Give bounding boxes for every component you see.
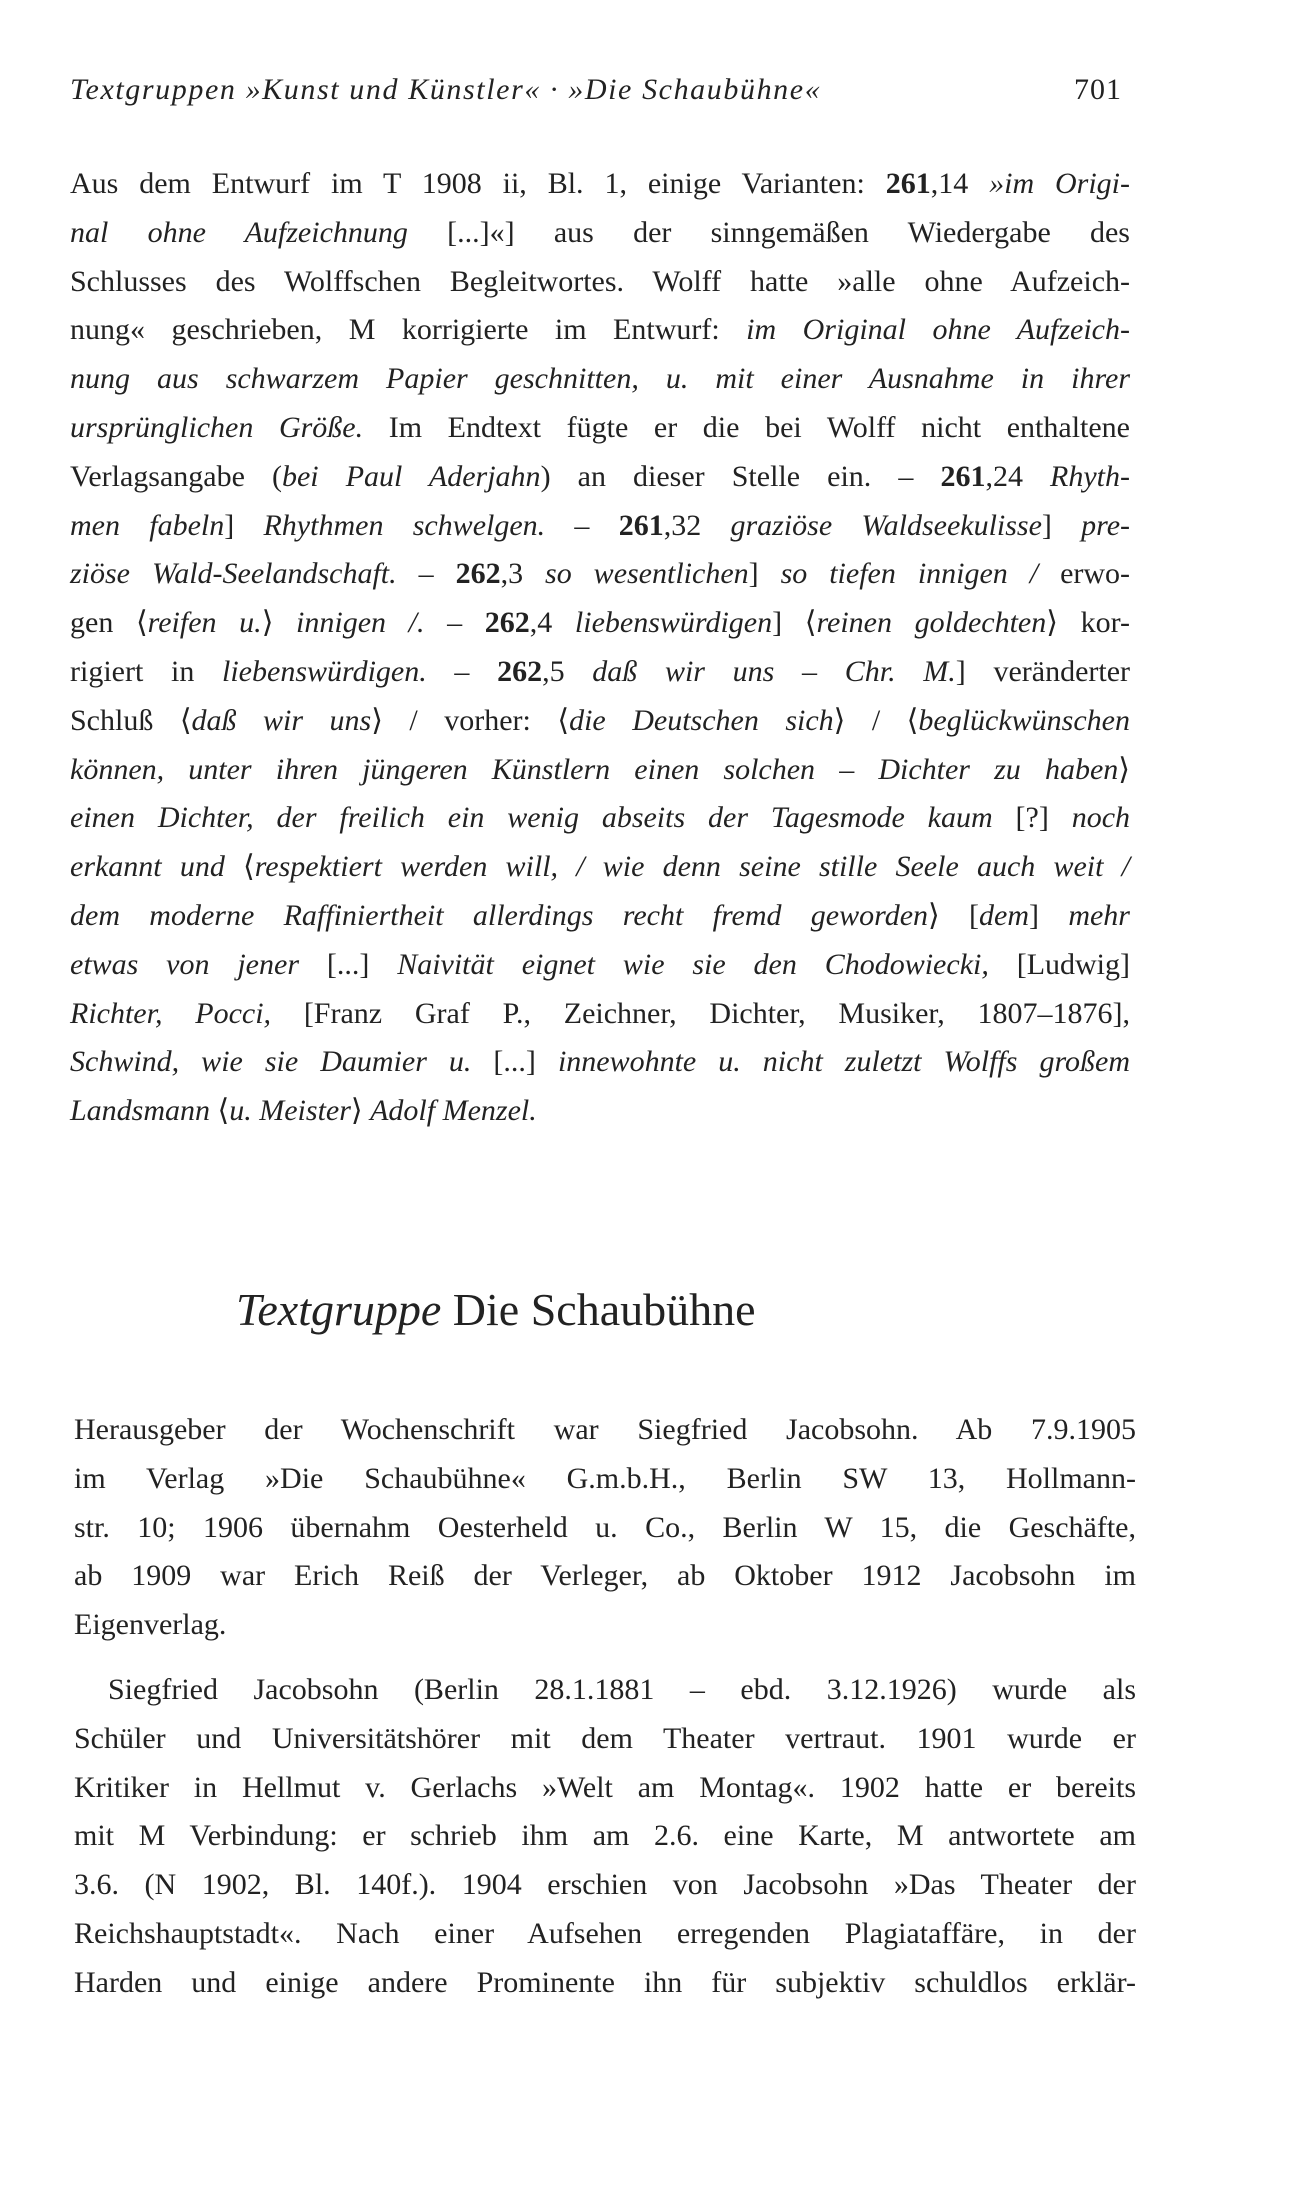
text-run: [...]«] aus der sinngemäßen Wiedergabe des: [447, 215, 1130, 249]
italic-text: graziöse Waldseekulisse: [730, 508, 1042, 542]
italic-text: reinen goldechten: [816, 606, 1047, 640]
commentary-paragraph: [70, 160, 1130, 1136]
text-line: [70, 599, 1130, 648]
italic-text: so tiefen innigen /: [780, 557, 1061, 591]
text-run: [Franz Graf P., Zeichner, Dichter, Musiker, 1807–1876],: [303, 996, 1130, 1030]
italic-text: daß wir uns: [191, 703, 372, 737]
italic-text: Naivität eignet wie sie den Chodowiecki,: [397, 947, 1017, 981]
italic-text: Rhyth-: [1050, 459, 1130, 493]
text-run: ⟩: [350, 1094, 371, 1128]
text-run: Siegfried Jacobsohn (Berlin 28.1.1881 – ebd. 3.12.1926) wurde als: [108, 1672, 1136, 1706]
text-run: ,5: [542, 654, 593, 688]
text-run: ] ⟨: [772, 606, 817, 640]
text-run: Eigenverlag.: [74, 1608, 227, 1642]
line-reference-number: 262: [484, 606, 530, 640]
text-line: [74, 1959, 1136, 2008]
italic-text: men fabeln: [70, 508, 225, 542]
text-run: ]: [1029, 898, 1069, 932]
italic-text: pre-: [1081, 508, 1131, 542]
running-head-title: Textgruppen »Kunst und Künstler« · »Die Schaubühne«: [70, 73, 822, 106]
section-heading: [236, 1280, 756, 1340]
text-line: [74, 1666, 1136, 1715]
text-run: [Ludwig]: [1016, 947, 1131, 981]
text-run: Kritiker in Hellmut v. Gerlachs »Welt am Montag«. 1902 hatte er bereits: [74, 1770, 1136, 1804]
italic-text: etwas von jener: [70, 947, 327, 981]
text-line: [70, 160, 1130, 209]
text-run: –: [454, 654, 498, 688]
text-line: [70, 941, 1130, 990]
text-line: [70, 697, 1130, 746]
italic-text: können, unter ihren jüngeren Künstlern einen solchen – Dichter zu haben: [70, 752, 1119, 786]
page-number: 701: [1074, 73, 1122, 106]
italic-text: einen Dichter, der freilich ein wenig abseits der Tagesmode kaum: [70, 801, 1016, 835]
italic-text: bei Paul Aderjahn: [281, 459, 541, 493]
text-run: ,14: [930, 167, 990, 200]
italic-text: dem moderne Raffiniertheit allerdings recht fremd geworden: [70, 898, 929, 932]
text-line: [74, 1764, 1136, 1813]
text-run: ⟩ / ⟨: [833, 703, 919, 737]
italic-text: Landsmann: [70, 1094, 218, 1128]
section-heading-prefix: Textgruppe: [236, 1284, 442, 1335]
text-line: [70, 843, 1130, 892]
text-run: [?]: [1015, 801, 1072, 835]
italic-text: Richter, Pocci,: [70, 996, 304, 1030]
text-line: [70, 648, 1130, 697]
text-line: [70, 209, 1130, 258]
italic-text: Schwind, wie sie Daumier u.: [70, 1045, 494, 1079]
line-reference-number: 261: [885, 167, 931, 200]
text-run: Harden und einige andere Prominente ihn für subjektiv schuldlos erklär-: [74, 1965, 1136, 1999]
text-run: ⟩: [261, 606, 297, 640]
text-run: ,4: [529, 606, 575, 640]
text-line: [74, 1504, 1136, 1553]
text-line: [70, 258, 1130, 307]
italic-text: so wesentlichen: [545, 557, 749, 591]
text-run: ] veränderter: [955, 654, 1131, 688]
italic-text: mehr: [1068, 898, 1130, 932]
italic-text: nal ohne Aufzeichnung: [70, 215, 448, 249]
text-line: [70, 990, 1130, 1039]
text-run: ) an dieser Stelle ein. –: [540, 459, 941, 493]
text-run: Im Endtext fügte er die bei Wolff nicht enthaltene: [388, 410, 1131, 444]
text-line: [70, 306, 1130, 355]
italic-text: innewohnte u. nicht zuletzt Wolffs großem: [557, 1045, 1130, 1079]
text-line: [70, 1038, 1130, 1087]
section-heading-title: Die Schaubühne: [452, 1284, 756, 1335]
text-run: ⟩ kor-: [1046, 606, 1130, 640]
section-body: [74, 1406, 1136, 2008]
text-line: [70, 355, 1130, 404]
italic-text: respektiert werden will, / wie denn seine stille Seele auch weit /: [254, 850, 1130, 884]
italic-text: im Original ohne Aufzeich-: [746, 313, 1130, 347]
text-run: erwo-: [1060, 557, 1131, 591]
text-line: [74, 1861, 1136, 1910]
text-line: [70, 1087, 1130, 1136]
text-run: ⟩ / vorher: ⟨: [371, 703, 570, 737]
italic-text: Adolf Menzel.: [370, 1094, 537, 1128]
line-reference-number: 261: [618, 508, 664, 542]
italic-text: u. Meister: [229, 1094, 351, 1128]
text-line: [70, 550, 1130, 599]
italic-text: liebenswürdigen.: [222, 654, 455, 688]
text-line: [70, 404, 1130, 453]
text-run: ⟨: [217, 1094, 230, 1128]
running-head: [70, 70, 1130, 110]
italic-text: beglückwünschen: [918, 703, 1130, 737]
italic-text: ziöse Wald-Seelandschaft.: [70, 557, 419, 591]
text-run: Schüler und Universitätshörer mit dem Theater vertraut. 1901 wurde er: [74, 1721, 1136, 1755]
text-line: [74, 1552, 1136, 1601]
text-line: [70, 746, 1130, 795]
italic-text: innigen /.: [296, 606, 448, 640]
text-run: [...]: [326, 947, 398, 981]
italic-text: dem: [979, 898, 1030, 932]
text-run: str. 10; 1906 übernahm Oesterheld u. Co., Berlin W 15, die Geschäfte,: [74, 1510, 1136, 1544]
text-line: [70, 794, 1130, 843]
text-run: rigiert in: [70, 654, 223, 688]
text-run: Schluß ⟨: [70, 703, 192, 737]
italic-text: »im Origi-: [989, 167, 1131, 200]
italic-text: ursprünglichen Größe.: [70, 410, 389, 444]
italic-text: noch: [1071, 801, 1131, 835]
text-line: [74, 1715, 1136, 1764]
text-line: [74, 1812, 1136, 1861]
text-run: [...]: [493, 1045, 558, 1079]
text-line: [70, 892, 1130, 941]
text-line: [74, 1406, 1136, 1455]
text-run: ,3: [500, 557, 546, 591]
text-run: mit M Verbindung: er schrieb ihm am 2.6. eine Karte, M antwortete am: [74, 1819, 1136, 1853]
italic-text: liebenswürdigen: [574, 606, 773, 640]
line-reference-number: 262: [497, 654, 543, 688]
text-line: [74, 1910, 1136, 1959]
text-run: nung« geschrieben, M korrigierte im Entwurf:: [70, 313, 747, 347]
text-run: Schlusses des Wolffschen Begleitwortes. Wolff hatte »alle ohne Aufzeich-: [70, 264, 1130, 298]
text-run: ⟨: [243, 850, 255, 884]
text-run: ab 1909 war Erich Reiß der Verleger, ab Oktober 1912 Jacobsohn im: [74, 1559, 1136, 1593]
text-line: [70, 502, 1130, 551]
paragraph-gap: [74, 1650, 1136, 1666]
italic-text: daß wir uns – Chr. M.: [592, 654, 956, 688]
text-run: gen ⟨: [70, 606, 148, 640]
text-run: Verlagsangabe (: [70, 459, 282, 493]
text-run: im Verlag »Die Schaubühne« G.m.b.H., Berlin SW 13, Hollmann-: [74, 1461, 1136, 1495]
text-run: ⟩ [: [928, 898, 980, 932]
italic-text: nung aus schwarzem Papier geschnitten, u. mit einer Ausnahme in ihrer: [70, 362, 1130, 396]
text-run: ]: [1041, 508, 1082, 542]
line-reference-number: 262: [455, 557, 501, 591]
text-run: Reichshauptstadt«. Nach einer Aufsehen erregenden Plagiataffäre, in der: [74, 1916, 1136, 1950]
text-run: ⟩: [1118, 752, 1130, 786]
italic-text: reifen u.: [147, 606, 262, 640]
italic-text: erkannt und: [70, 850, 244, 884]
text-line: [74, 1601, 1136, 1650]
text-run: –: [574, 508, 619, 542]
line-reference-number: 261: [940, 459, 986, 493]
text-line: [74, 1455, 1136, 1504]
text-run: 3.6. (N 1902, Bl. 140f.). 1904 erschien von Jacobsohn »Das Theater der: [74, 1868, 1136, 1902]
italic-text: die Deutschen sich: [569, 703, 834, 737]
text-run: ]: [224, 508, 264, 542]
text-run: ]: [748, 557, 781, 591]
text-run: Herausgeber der Wochenschrift war Siegfried Jacobsohn. Ab 7.9.1905: [74, 1413, 1136, 1446]
text-line: [70, 453, 1130, 502]
text-run: Aus dem Entwurf im T 1908 ii, Bl. 1, einige Varianten:: [70, 167, 886, 200]
text-run: ,24: [985, 459, 1051, 493]
text-run: –: [418, 557, 456, 591]
text-run: –: [447, 606, 485, 640]
italic-text: Rhythmen schwelgen.: [263, 508, 575, 542]
text-run: ,32: [663, 508, 731, 542]
